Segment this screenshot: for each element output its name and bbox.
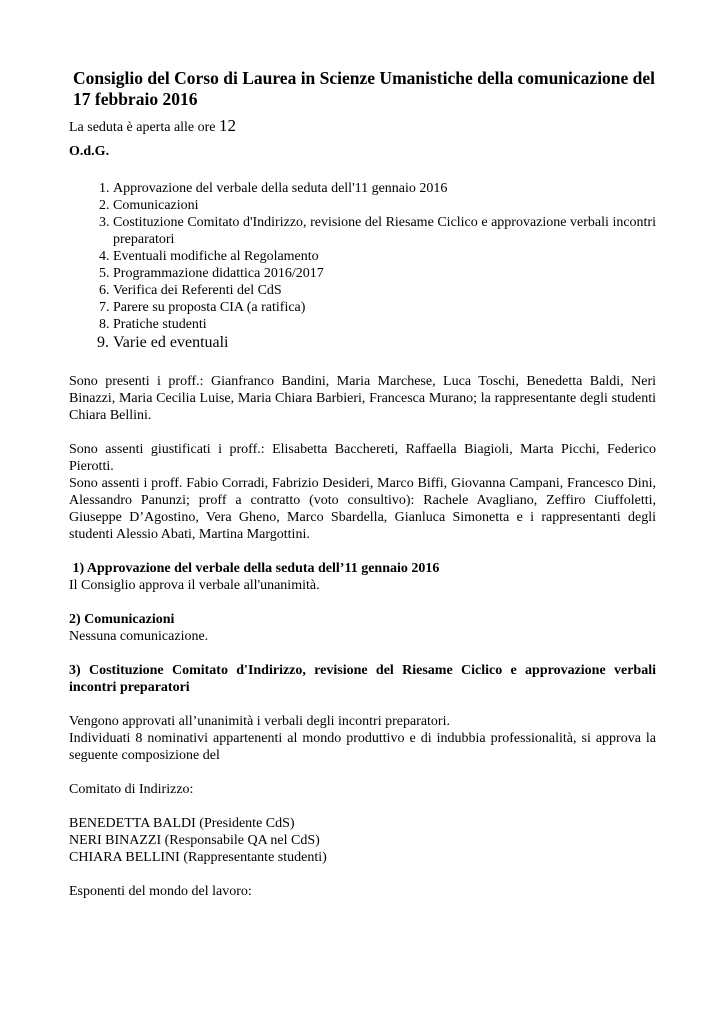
agenda-item: 4. Eventuali modifiche al Regolamento (113, 248, 656, 265)
committee-member: NERI BINAZZI (Responsabile QA nel CdS) (69, 833, 320, 848)
section-3-para-2: Individuati 8 nominativi appartenenti al mondo produttivo e di indubbia professionalità, si approva la seguente composizione del (69, 731, 656, 763)
committee-label: Comitato di Indirizzo: (69, 782, 194, 797)
section-1-body: Il Consiglio approva il verbale all'unanimità. (69, 578, 320, 593)
committee-members (69, 815, 656, 866)
section-2-heading: 2) Comunicazioni (69, 612, 175, 627)
agenda-item: 8. Pratiche studenti (113, 316, 656, 333)
agenda-item: 2. Comunicazioni (113, 197, 656, 214)
section-1-heading: 1) Approvazione del verbale della seduta dell’11 gennaio 2016 (69, 561, 440, 576)
odg-label: O.d.G. (69, 144, 110, 159)
session-opening (69, 117, 656, 136)
committee-member: BENEDETTA BALDI (Presidente CdS) (69, 816, 295, 831)
document-title: Consiglio del Corso di Laurea in Scienze Umanistiche della comunicazione del 17 febbraio 2016 (73, 68, 656, 109)
agenda-item: 7. Parere su proposta CIA (a ratifica) (113, 299, 656, 316)
section-3-para-1: Vengono approvati all’unanimità i verbali degli incontri preparatori. (69, 714, 450, 729)
committee-member: CHIARA BELLINI (Rappresentante studenti) (69, 850, 327, 865)
document-page (69, 68, 656, 900)
agenda-item: 5. Programmazione didattica 2016/2017 (113, 265, 656, 282)
absent-justified-paragraph: Sono assenti giustificati i proff.: Elisabetta Bacchereti, Raffaella Biagioli, Marta Picchi, Federico Pierotti. (69, 442, 656, 474)
session-hour: 12 (219, 116, 237, 135)
work-representatives-label: Esponenti del mondo del lavoro: (69, 884, 252, 899)
present-paragraph: Sono presenti i proff.: Gianfranco Bandini, Maria Marchese, Luca Toschi, Benedetta Baldi, Neri Binazzi, Maria Cecilia Luise, Maria Chiara Barbieri, Francesca Murano; la rappresentante degli studenti Chiara Bellini. (69, 374, 656, 423)
agenda-item: 9. Varie ed eventuali (113, 333, 656, 353)
agenda-item: 3. Costituzione Comitato d'Indirizzo, revisione del Riesame Ciclico e approvazione verbali incontri preparatori (113, 214, 656, 248)
agenda-list (69, 180, 656, 353)
section-2-body: Nessuna comunicazione. (69, 629, 209, 644)
session-text: La seduta è aperta alle ore (69, 120, 216, 135)
agenda-item: 6. Verifica dei Referenti del CdS (113, 282, 656, 299)
absent-paragraph: Sono assenti i proff. Fabio Corradi, Fabrizio Desideri, Marco Biffi, Giovanna Campani, Francesco Dini, Alessandro Panunzi; proff a contratto (voto consultivo): Rachele Avagliano, Zeffiro Ciuffoletti, Giuseppe D’Agostino, Vera Gheno, Marco Sbardella, Gianluca Simonetta e i rappresentanti degli studenti Alessio Abati, Martina Margottini. (69, 476, 656, 542)
agenda-item: 1. Approvazione del verbale della seduta dell'11 gennaio 2016 (113, 180, 656, 197)
section-3-heading: 3) Costituzione Comitato d'Indirizzo, revisione del Riesame Ciclico e approvazione verbali incontri preparatori (69, 663, 656, 695)
